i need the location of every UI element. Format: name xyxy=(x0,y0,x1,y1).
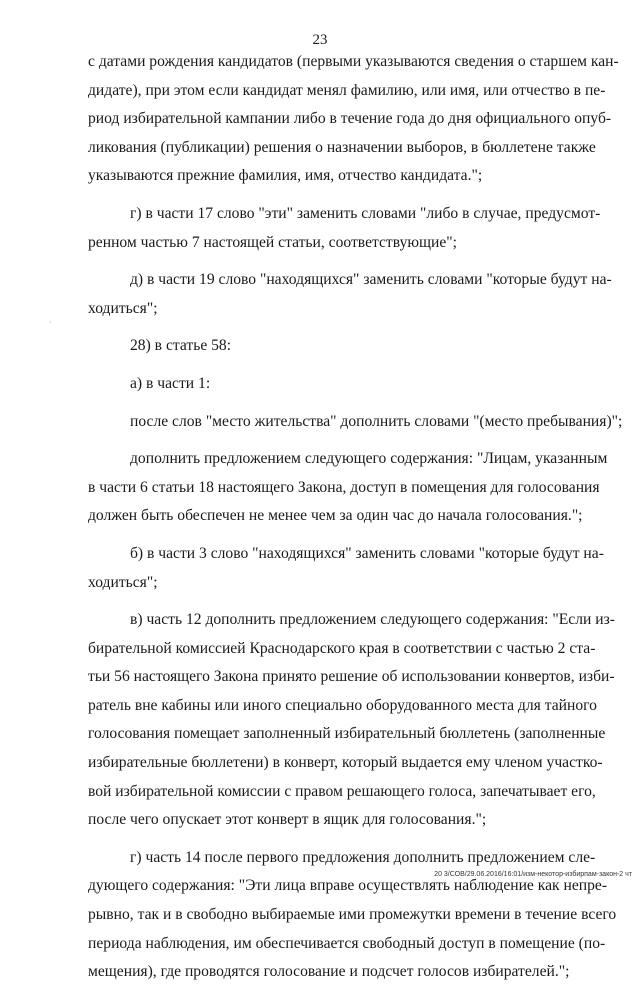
text-line: дидате), при этом если кандидат менял фамилию, или имя, или отчество в пе- xyxy=(88,81,606,99)
text-line: периода наблюдения, им обеспечивается свободный доступ в помещение (по- xyxy=(88,934,606,952)
footer-file-reference: 20 3/СОВ/29.06.2016/16:01/изм-некотор-избирпам-закон-2 чт xyxy=(434,871,632,878)
page-number: 23 xyxy=(312,32,328,48)
text-line: риод избирательной кампании либо в течение года до дня официального опуб- xyxy=(88,110,612,128)
text-line: мещения), где проводятся голосование и подсчет голосов избирателей."; xyxy=(88,963,570,981)
text-line: должен быть обеспечен не менее чем за один час до начала голосования."; xyxy=(88,507,583,525)
document-body xyxy=(88,48,623,987)
text-line: тьи 56 настоящего Закона принято решение об использовании конвертов, изби- xyxy=(88,668,615,686)
text-line: в) часть 12 дополнить предложением следующего содержания: "Если из- xyxy=(130,611,615,629)
text-line: голосования помещает заполненный избирательный бюллетень (заполненные xyxy=(88,725,606,743)
paragraph-gap xyxy=(88,257,578,266)
text-line: ренном частью 7 настоящей статьи, соответствующие"; xyxy=(88,233,457,251)
text-line: 28) в статье 58: xyxy=(130,337,232,355)
paragraph-gap xyxy=(88,436,578,445)
text-line: с датами рождения кандидатов (первыми указываются сведения о старшем кан- xyxy=(88,53,619,70)
text-line: бирательной комиссией Краснодарского края в соответствии с частью 2 ста- xyxy=(88,639,596,657)
text-line: после чего опускает этот конверт в ящик для голосования."; xyxy=(88,811,487,829)
text-line: ликования (публикации) решения о назначении выборов, в бюллетене также xyxy=(88,138,596,156)
text-line: дополнить предложением следующего содержания: "Лицам, указанным xyxy=(130,450,608,468)
text-line: г) в части 17 слово "эти" заменить словами "либо в случае, предусмот- xyxy=(130,204,601,222)
text-line: в части 6 статьи 18 настоящего Закона, доступ в помещения для голосования xyxy=(88,478,600,496)
margin-mark: · xyxy=(49,318,52,327)
paragraph-gap xyxy=(88,531,578,540)
text-line: указываются прежние фамилия, имя, отчество кандидата."; xyxy=(88,167,483,185)
paragraph-gap xyxy=(88,597,578,606)
text-line: а) в части 1: xyxy=(130,374,211,392)
text-line: д) в части 19 слово "находящихся" заменить словами "которые будут на- xyxy=(130,271,612,289)
text-line: после слов "место жительства" дополнить словами "(место пребывания)"; xyxy=(130,412,623,430)
paragraph-gap xyxy=(88,361,578,370)
text-line: ратель вне кабины или иного специально оборудованного места для тайного xyxy=(88,696,597,714)
text-line: б) в части 3 слово "находящихся" заменить словами "которые будут на- xyxy=(130,544,604,562)
paragraph-gap xyxy=(88,191,578,200)
text-line: г) часть 14 после первого предложения дополнить предложением сле- xyxy=(130,848,596,866)
paragraph-gap xyxy=(88,399,578,408)
text-line: ходиться"; xyxy=(88,299,158,317)
text-line: вой избирательной комиссии с правом решающего голоса, запечатывает его, xyxy=(88,782,596,800)
text-line: дующего содержания: "Эти лица вправе осуществлять наблюдение как непре- xyxy=(88,877,608,895)
paragraph-gap xyxy=(88,835,578,844)
text-line: избирательные бюллетени) в конверт, который выдается ему членом участко- xyxy=(88,754,603,772)
text-line: рывно, так и в свободно выбираемые ими промежутки времени в течение всего xyxy=(88,906,617,924)
paragraph-gap xyxy=(88,323,578,332)
text-line: ходиться"; xyxy=(88,573,158,591)
